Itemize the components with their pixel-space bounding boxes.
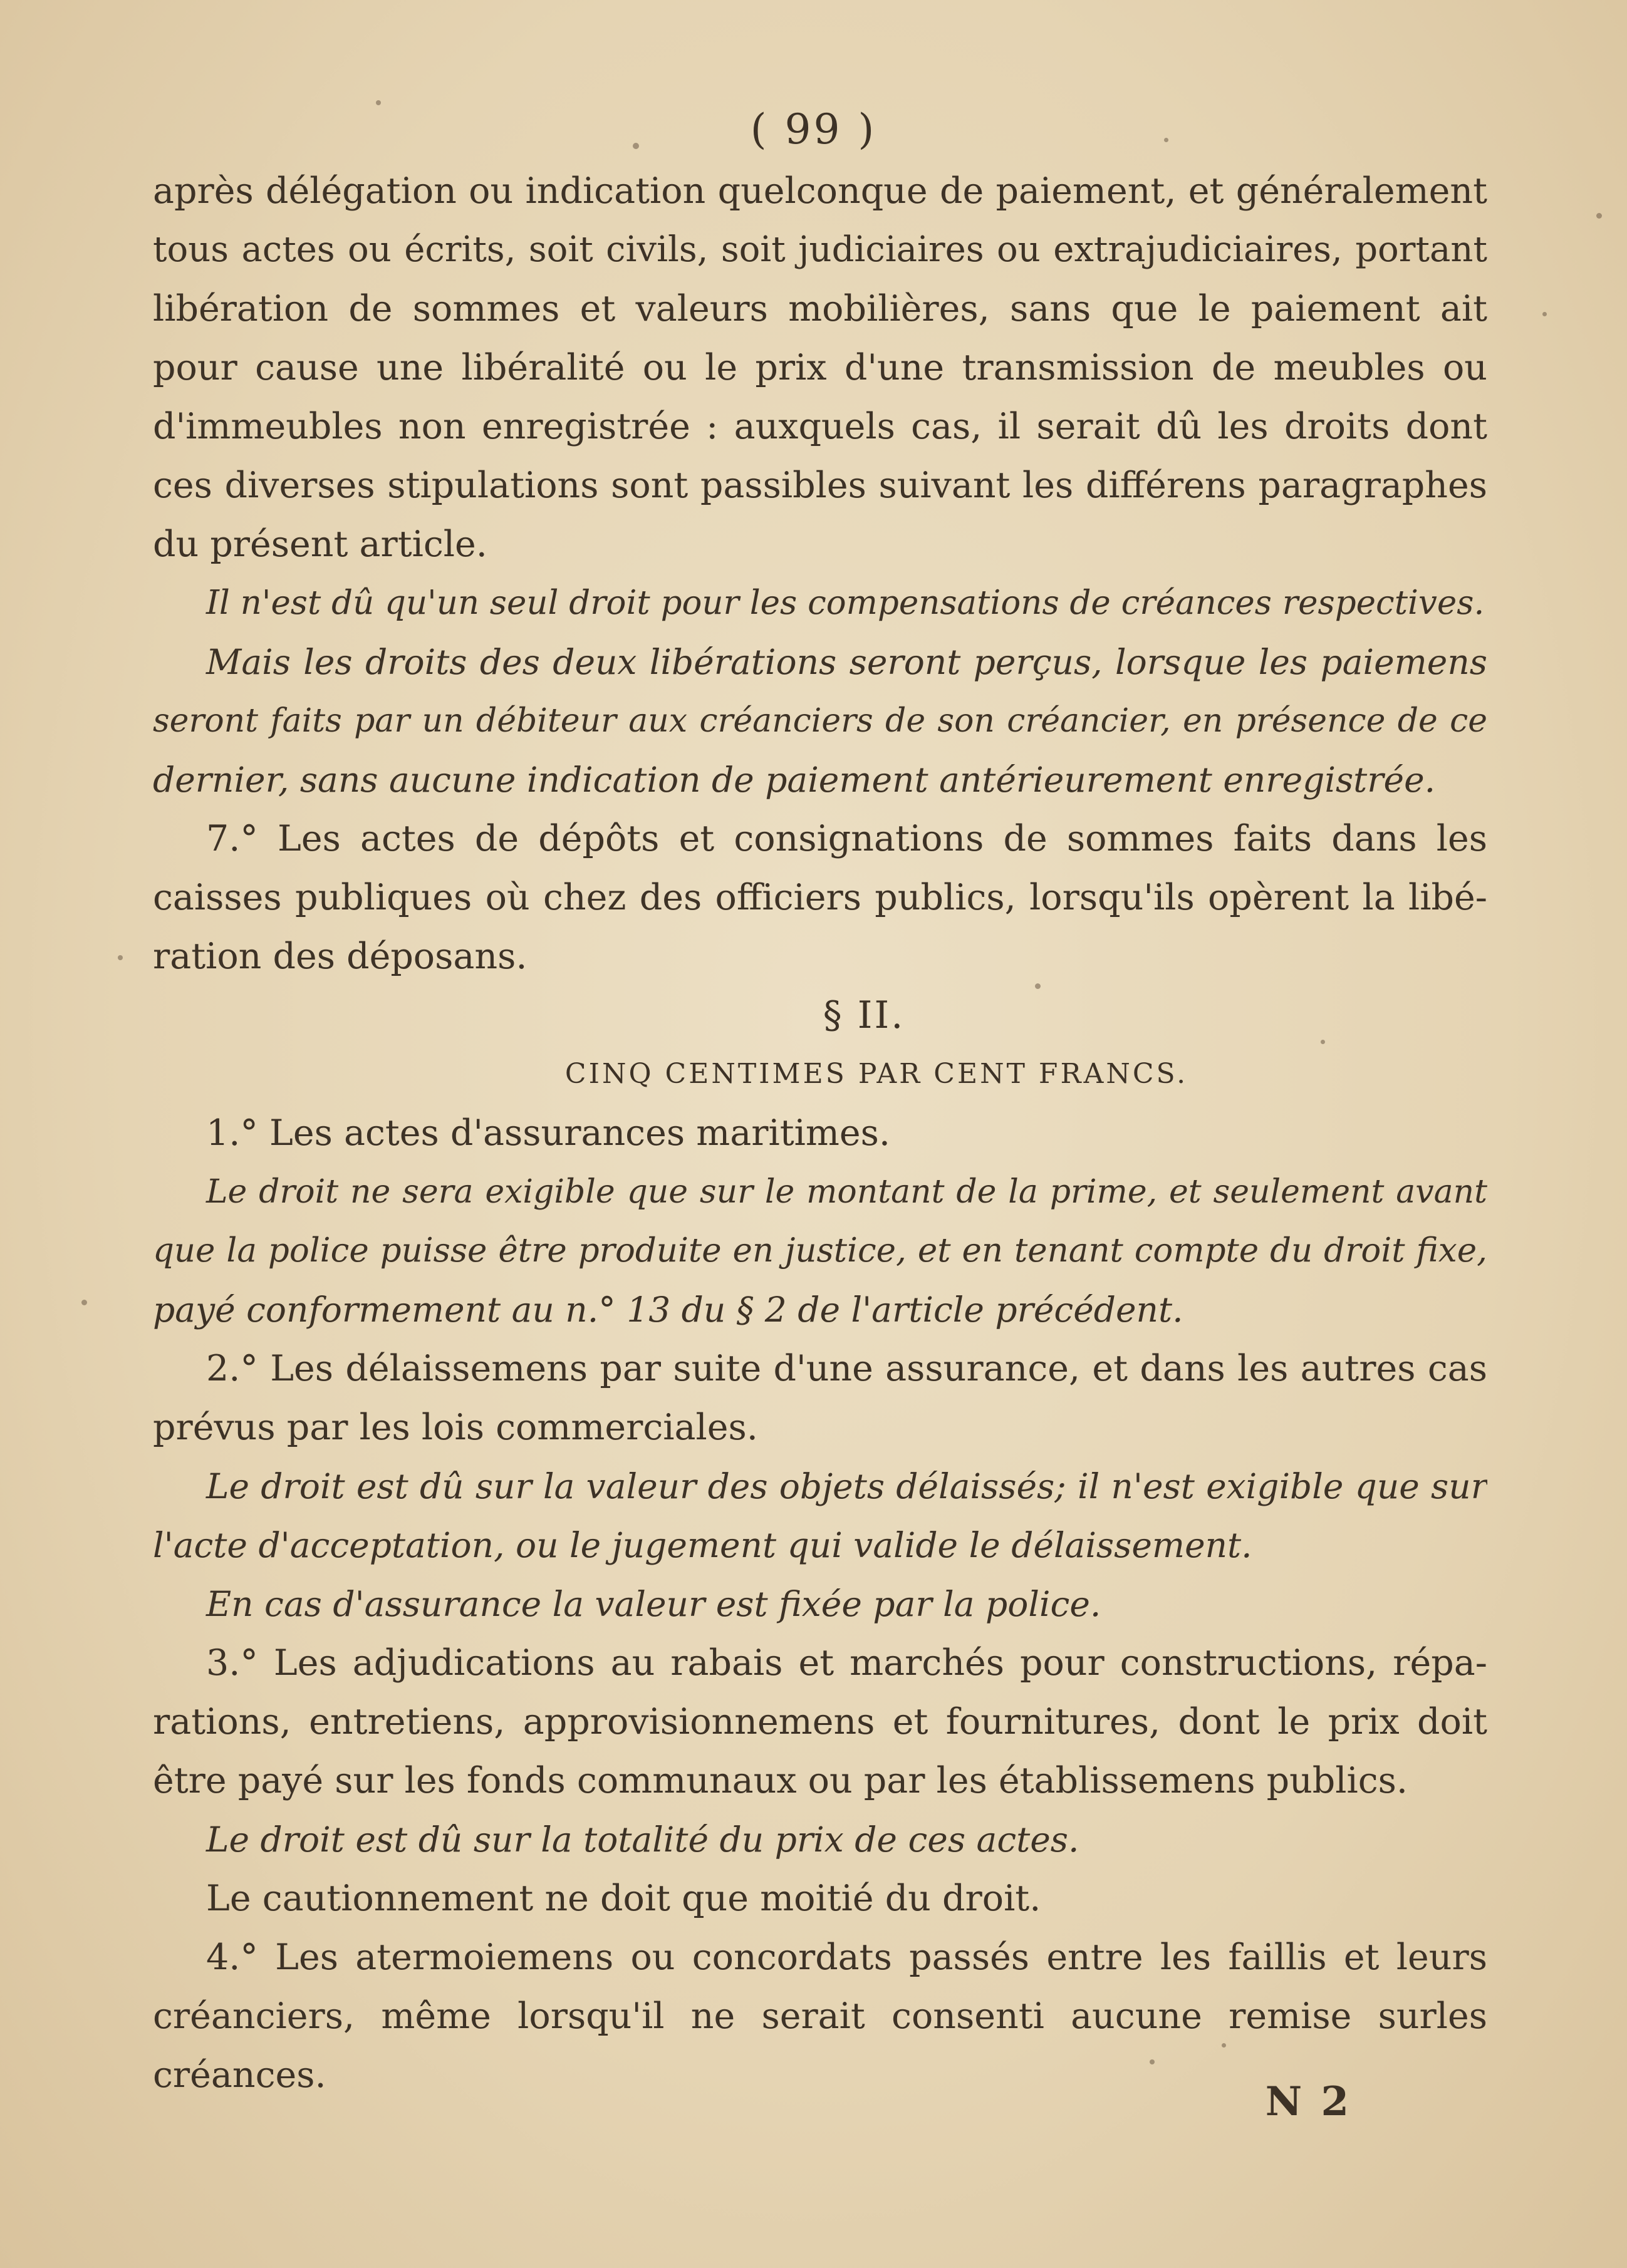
page-number: ( 99 ) <box>750 105 877 153</box>
italic-note-line: Mais les droits des deux libérations seront perçus, lorsque les paiemens <box>206 642 1487 682</box>
paper-speck <box>118 955 123 960</box>
paper-speck <box>1596 213 1602 219</box>
text-line: rations, entretiens, approvisionnemens et fournitures, dont le prix doit <box>153 1701 1487 1742</box>
text-line: tous actes ou écrits, soit civils, soit judiciaires ou extrajudiciaires, portant <box>153 229 1487 270</box>
italic-note-line: payé conformement au n.° 13 du § 2 de l'article précédent. <box>153 1290 1183 1330</box>
paper-speck <box>1542 312 1547 316</box>
italic-note-line: Le droit ne sera exigible que sur le montant de la prime, et seulement avant <box>206 1173 1487 1211</box>
italic-note-line: que la police puisse être produite en justice, et en tenant compte du droit fixe, <box>153 1231 1487 1270</box>
italic-note-line: Il n'est dû qu'un seul droit pour les compensations de créances respectives. <box>206 584 1485 622</box>
text-line: créanciers, même lorsqu'il ne serait consenti aucune remise surles <box>153 1996 1487 2037</box>
text-line: Le cautionnement ne doit que moitié du droit. <box>206 1878 1041 1919</box>
text-line: 4.° Les atermoiemens ou concordats passés entre les faillis et leurs <box>206 1937 1487 1978</box>
text-line: 7.° Les actes de dépôts et consignations de sommes faits dans les <box>206 818 1487 859</box>
paper-speck <box>81 1300 87 1305</box>
italic-note-line: En cas d'assurance la valeur est fixée par la police. <box>206 1584 1101 1624</box>
paper-speck <box>1321 1040 1325 1044</box>
text-line: prévus par les lois commerciales. <box>153 1407 758 1448</box>
section-heading: CINQ CENTIMES PAR CENT FRANCS. <box>564 1058 1188 1090</box>
paper-speck <box>1222 2043 1226 2048</box>
text-line: caisses publiques où chez des officiers publics, lorsqu'ils opèrent la libé- <box>153 877 1487 918</box>
text-line: être payé sur les fonds communaux ou par les établissemens publics. <box>153 1760 1408 1801</box>
text-line: 1.° Les actes d'assurances maritimes. <box>206 1112 890 1154</box>
text-line: après délégation ou indication quelconque de paiement, et généralement <box>153 170 1487 212</box>
paper-speck <box>1150 2059 1155 2064</box>
italic-note-line: Le droit est dû sur la valeur des objets délaissés; il n'est exigible que sur <box>206 1466 1487 1506</box>
paper-speck <box>1164 138 1168 142</box>
italic-note-line: Le droit est dû sur la totalité du prix de ces actes. <box>206 1820 1079 1860</box>
text-line: 3.° Les adjudications au rabais et marchés pour constructions, répa- <box>206 1642 1487 1684</box>
text-line: ration des déposans. <box>153 936 528 977</box>
text-line: libération de sommes et valeurs mobilières, sans que le paiement ait <box>153 288 1487 329</box>
italic-note-line: l'acte d'acceptation, ou le jugement qui valide le délaissement. <box>153 1525 1252 1565</box>
text-line: créances. <box>153 2054 326 2096</box>
text-line: 2.° Les délaissemens par suite d'une assurance, et dans les autres cas <box>206 1348 1487 1389</box>
body-text <box>153 162 1487 2105</box>
text-line: pour cause une libéralité ou le prix d'une transmission de meubles ou <box>153 347 1487 388</box>
paper-speck <box>1035 983 1041 989</box>
text-line: du présent article. <box>153 524 487 565</box>
italic-note-line: seront faits par un débiteur aux créanciers de son créancier, en présence de ce <box>153 702 1487 740</box>
text-line: ces diverses stipulations sont passibles suivant les différens paragraphes <box>153 465 1487 506</box>
text-line: d'immeubles non enregistrée : auxquels cas, il serait dû les droits dont <box>153 406 1487 447</box>
paper-speck <box>376 100 381 105</box>
section-title: § II. <box>823 993 905 1037</box>
italic-note-line: dernier, sans aucune indication de paiement antérieurement enregistrée. <box>153 760 1436 800</box>
paper-speck <box>633 143 639 149</box>
signature-mark: N 2 <box>1265 2078 1351 2125</box>
